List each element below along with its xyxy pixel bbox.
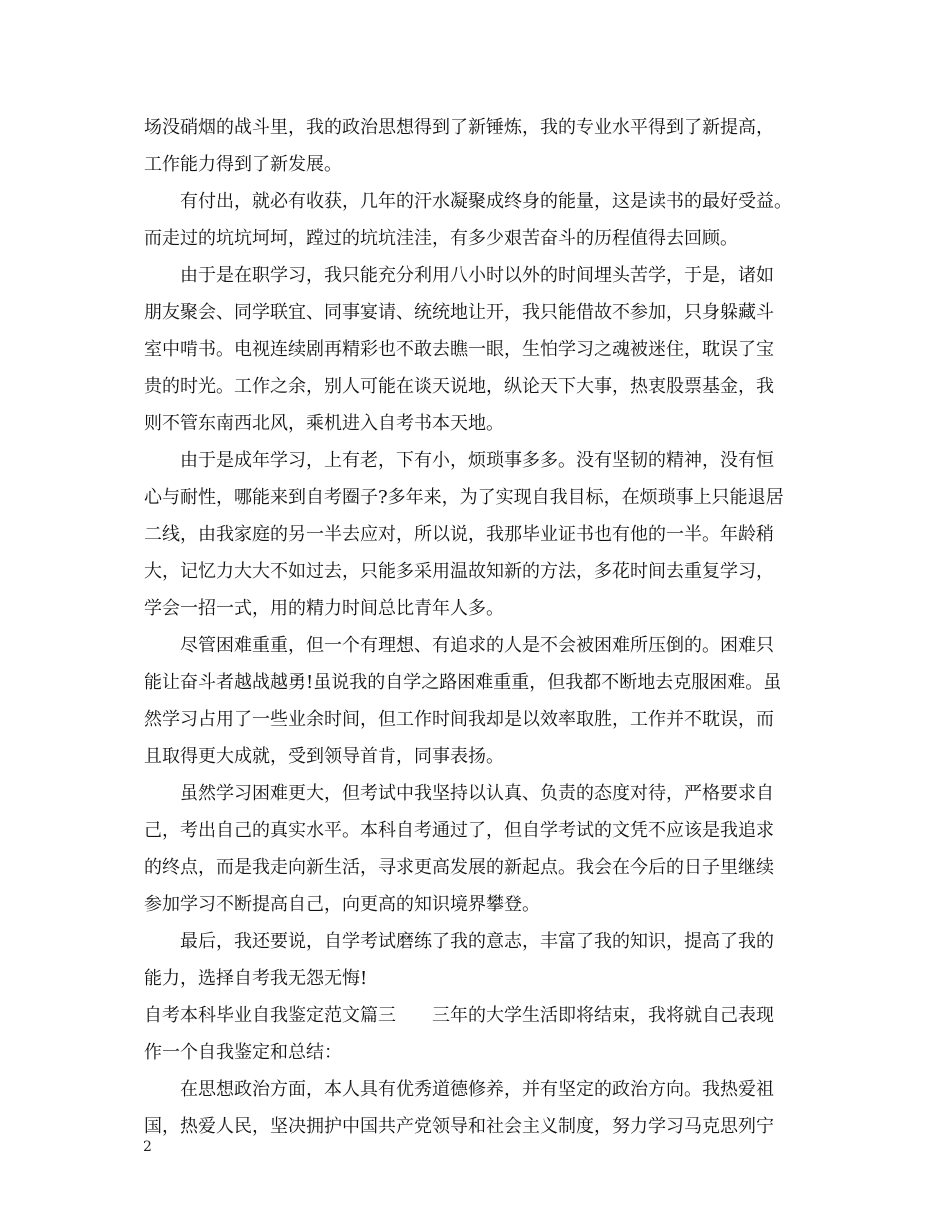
text-line: 且取得更大成就，受到领导首肯，同事表扬。 (144, 746, 504, 767)
text-line: 工作能力得到了新发展。 (144, 154, 342, 175)
text-line: 然学习占用了一些业余时间，但工作时间我却是以效率取胜，工作并不耽误，而 (144, 709, 774, 730)
text-line: 大，记忆力大大不如过去，只能多采用温故知新的方法，多花时间去重复学习， (144, 561, 774, 582)
text-line: 能让奋斗者越战越勇!虽说我的自学之路困难重重，但我都不断地去克服困难。虽 (144, 672, 782, 693)
text-line: 朋友聚会、同学联宜、同事宴请、统统地让开，我只能借故不参加，只身躲藏斗 (144, 302, 774, 323)
text-line: 学会一招一式，用的精力时间总比青年人多。 (144, 598, 504, 619)
text-line: 心与耐性，哪能来到自考圈子?多年来，为了实现自我目标，在烦琐事上只能退居 (144, 487, 784, 508)
text-line: 参加学习不断提高自己，向更高的知识境界攀登。 (144, 894, 540, 915)
text-line: 在思想政治方面，本人具有优秀道德修养，并有坚定的政治方向。我热爱祖 (180, 1079, 774, 1100)
text-line: 作一个自我鉴定和总结： (144, 1042, 342, 1063)
text-line: 贵的时光。工作之余，别人可能在谈天说地，纵论天下大事，热衷股票基金，我 (144, 376, 774, 397)
text-line: 由于是在职学习，我只能充分利用八小时以外的时间埋头苦学，于是，诸如 (180, 265, 774, 286)
page-number: 2 (143, 1139, 152, 1155)
text-line: 的终点，而是我走向新生活，寻求更高发展的新起点。我会在今后的日子里继续 (144, 857, 774, 878)
section-heading-line: 自考本科毕业自我鉴定范文篇三 三年的大学生活即将结束，我将就自己表现 (144, 1005, 774, 1026)
text-line: 有付出，就必有收获，几年的汗水凝聚成终身的能量，这是读书的最好受益。 (180, 191, 792, 212)
text-line: 由于是成年学习，上有老，下有小，烦琐事多多。没有坚韧的精神，没有恒 (180, 450, 774, 471)
text-line: 己，考出自己的真实水平。本科自考通过了，但自学考试的文凭不应该是我追求 (144, 820, 774, 841)
text-line: 场没硝烟的战斗里，我的政治思想得到了新锤炼，我的专业水平得到了新提高， (144, 117, 774, 138)
text-line: 最后，我还要说，自学考试磨练了我的意志，丰富了我的知识，提高了我的 (180, 931, 774, 952)
text-line: 室中啃书。电视连续剧再精彩也不敢去瞧一眼，生怕学习之魂被迷住，耽误了宝 (144, 339, 774, 360)
text-line: 尽管困难重重，但一个有理想、有追求的人是不会被困难所压倒的。困难只 (180, 635, 774, 656)
text-line: 则不管东南西北风，乘机进入自考书本天地。 (144, 413, 504, 434)
text-line: 而走过的坑坑坷坷，蹚过的坑坑洼洼，有多少艰苦奋斗的历程值得去回顾。 (144, 228, 738, 249)
text-line: 能力，选择自考我无怨无悔! (144, 968, 368, 989)
text-line: 虽然学习困难更大，但考试中我坚持以认真、负责的态度对待，严格要求自 (180, 783, 774, 804)
text-line: 国，热爱人民，坚决拥护中国共产党领导和社会主义制度，努力学习马克思列宁 (144, 1116, 774, 1137)
text-line: 二线，由我家庭的另一半去应对，所以说，我那毕业证书也有他的一半。年龄稍 (144, 524, 774, 545)
